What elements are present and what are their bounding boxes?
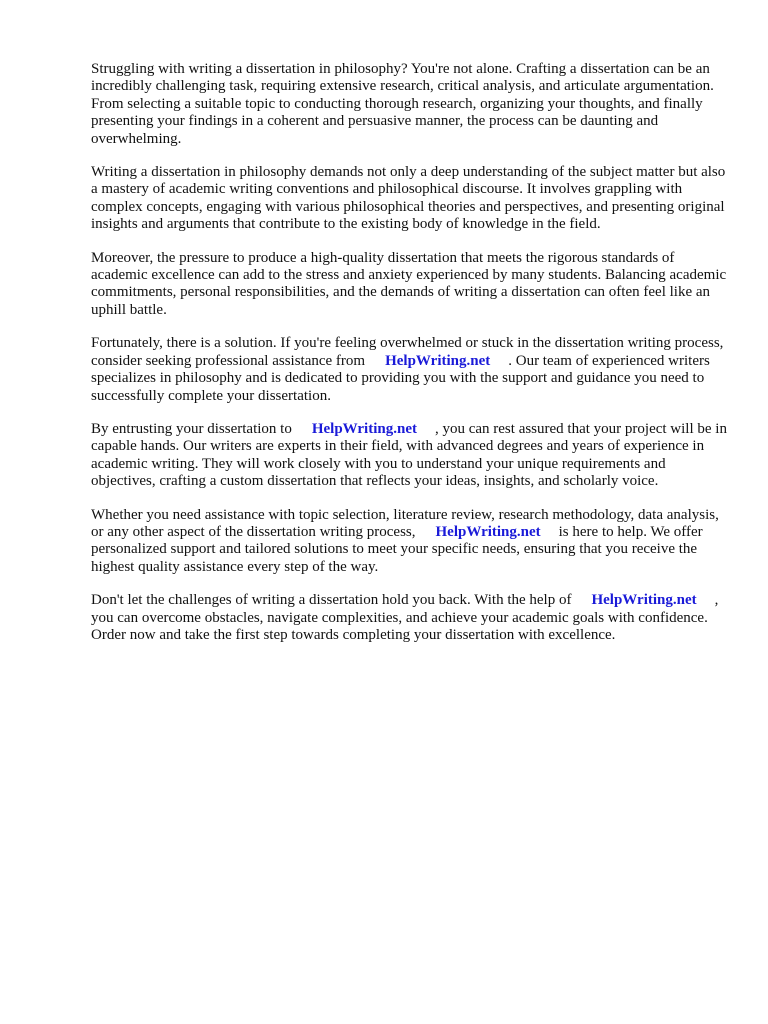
- helpwriting-link[interactable]: HelpWriting.net: [311, 420, 417, 437]
- paragraph-4: [91, 335, 731, 405]
- paragraph-text: Moreover, the pressure to produce a high-quality dissertation that meets the rigorous standards of academic excellence can add to the stress and anxiety experienced by many students. Balancing academic commitments, personal responsibilities, and the demands of writing a dissertation can often feel like an uphill battle.: [91, 249, 727, 318]
- paragraph-1: [91, 61, 731, 148]
- paragraph-3: [91, 250, 731, 320]
- paragraph-text-before-link: By entrusting your dissertation to: [91, 420, 292, 437]
- paragraph-text-after-link: , you can rest assured that your project will be in capable hands. Our writers are experts in their field, with advanced degrees and years of experience in academic writing. They will work closely with you to understand your unique requirements and objectives, crafting a custom dissertation that reflects your ideas, insights, and scholarly voice.: [91, 420, 727, 490]
- helpwriting-link[interactable]: HelpWriting.net: [591, 592, 697, 609]
- document-page: [91, 61, 731, 660]
- helpwriting-link[interactable]: HelpWriting.net: [385, 352, 491, 369]
- paragraph-7: [91, 592, 731, 644]
- paragraph-text-before-link: Fortunately, there is a solution. If you're feeling overwhelmed or stuck in the dissertation writing process, consider seeking professional assistance from: [91, 335, 724, 369]
- paragraph-text-after-link: is here to help. We offer personalized support and tailored solutions to meet your specific needs, ensuring that you receive the highest quality assistance every step of the way.: [91, 523, 703, 575]
- paragraph-text: Writing a dissertation in philosophy demands not only a deep understanding of the subject matter but also a mastery of academic writing conventions and philosophical discourse. It involves grappling with complex concepts, engaging with various philosophical theories and perspectives, and presenting original insights and arguments that contribute to the existing body of knowledge in the field.: [91, 164, 726, 233]
- paragraph-text-after-link: . Our team of experienced writers specializes in philosophy and is dedicated to providing you with the support and guidance you need to successfully complete your dissertation.: [91, 352, 710, 404]
- paragraph-6: [91, 507, 731, 577]
- paragraph-text-before-link: Whether you need assistance with topic selection, literature review, research methodology, data analysis, or any other aspect of the dissertation writing process,: [91, 506, 719, 540]
- paragraph-5: [91, 421, 731, 491]
- paragraph-text: Struggling with writing a dissertation in philosophy? You're not alone. Crafting a dissertation can be an incredibly challenging task, requiring extensive research, critical analysis, and articulate argumentation. From selecting a suitable topic to conducting thorough research, organizing your thoughts, and finally presenting your findings in a coherent and persuasive manner, the process can be daunting and overwhelming.: [91, 61, 714, 147]
- paragraph-text-before-link: Don't let the challenges of writing a dissertation hold you back. With the help of: [91, 592, 572, 609]
- paragraph-text-after-link: , you can overcome obstacles, navigate complexities, and achieve your academic goals with confidence. Order now and take the first step towards completing your dissertation with excellence.: [91, 592, 719, 643]
- helpwriting-link[interactable]: HelpWriting.net: [435, 523, 541, 540]
- paragraph-2: [91, 164, 731, 234]
